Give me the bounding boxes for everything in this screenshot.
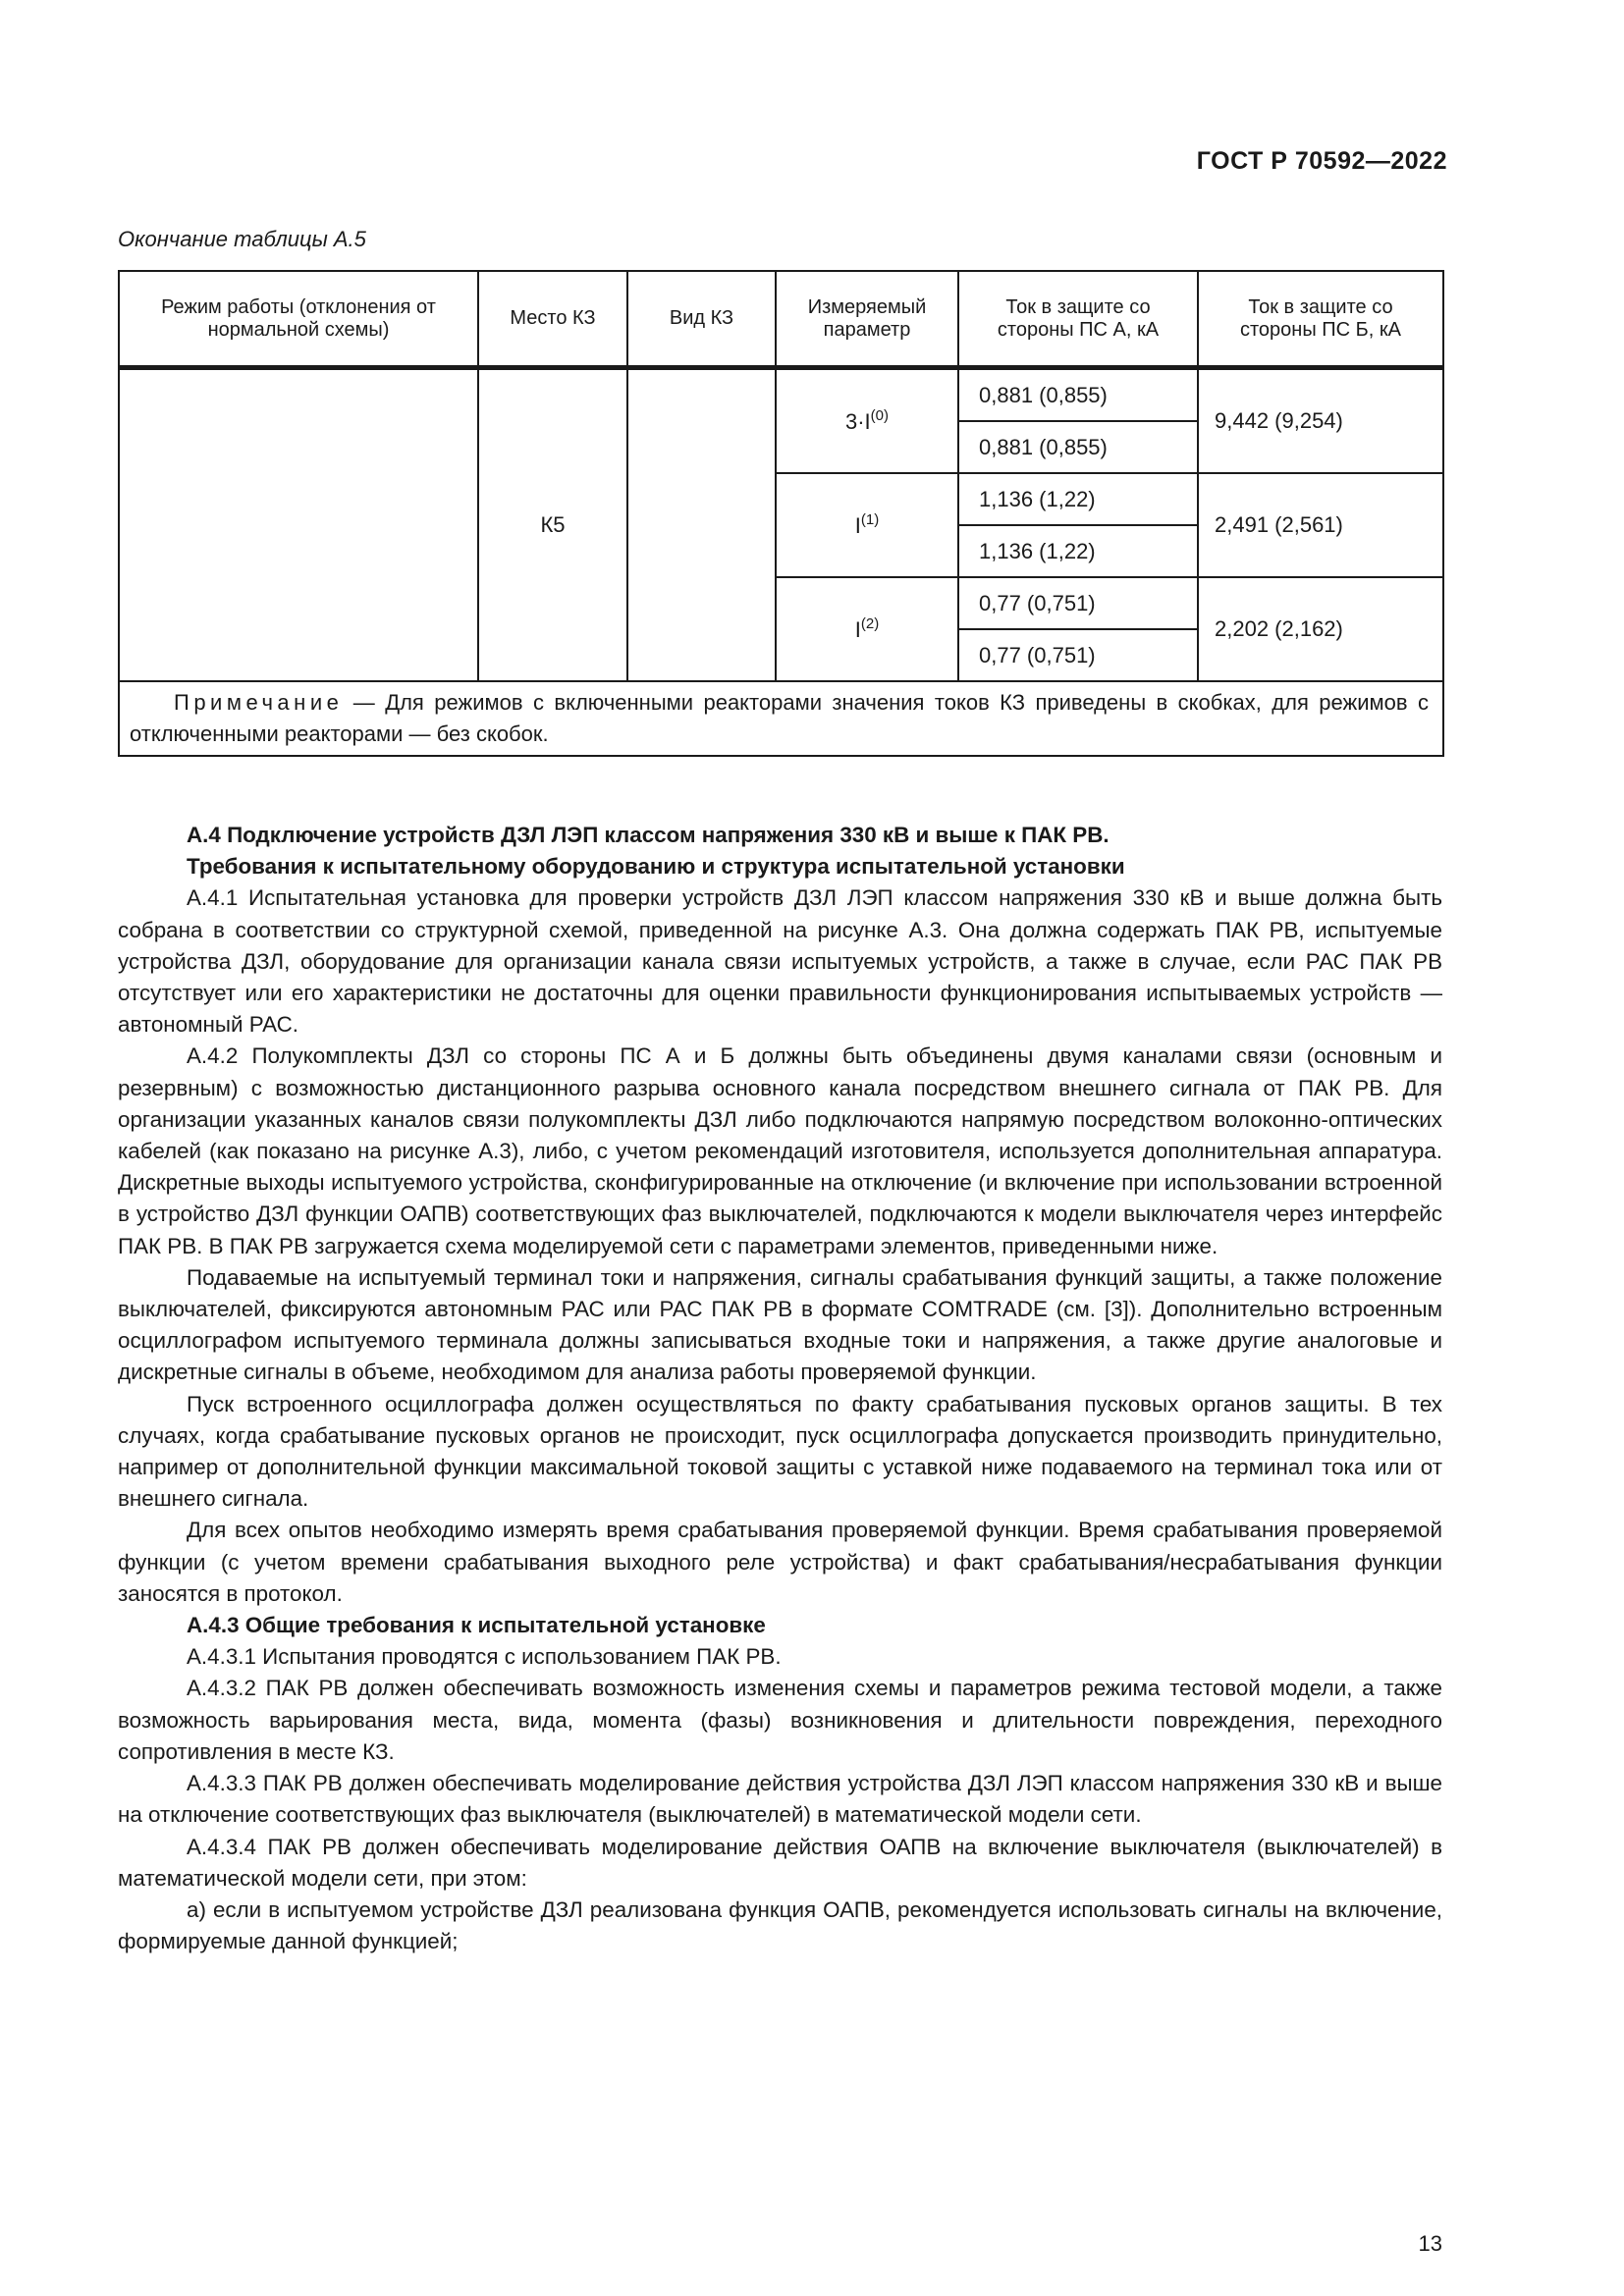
current-a-cell: 0,77 (0,751) — [958, 629, 1198, 681]
column-header-current-b: Ток в защите со стороны ПС Б, кА — [1198, 271, 1443, 368]
current-b-cell: 9,442 (9,254) — [1198, 368, 1443, 474]
param-base: I — [854, 617, 861, 642]
paragraph: Пуск встроенного осциллографа должен осуществляться по факту срабатывания пусковых органов защиты. В тех случаях, когда срабатывание пусковых органов не происходит, пуск осциллографа допускается производить принудительно, например от дополнительной функции максимальной токовой защиты с уставкой ниже подаваемого на терминал тока или от внешнего сигнала. — [118, 1391, 1442, 1512]
current-a-cell: 0,881 (0,855) — [958, 421, 1198, 473]
param-sup: (0) — [870, 407, 890, 424]
subsection-heading: А.4.3 Общие требования к испытательной установке — [187, 1613, 766, 1638]
paragraph: А.4.3.3 ПАК РВ должен обеспечивать моделирование действия устройства ДЗЛ ЛЭП классом напряжения 330 кВ и выше на отключение соответствующих фаз выключателя (выключателей) в математической модели сети. — [118, 1771, 1442, 1828]
paragraph: А.4.3.2 ПАК РВ должен обеспечивать возможность изменения схемы и параметров режима тестовой модели, а также возможность варьирования места, вида, момента (фазы) возникновения и длительности повреждения, переходного сопротивления в месте КЗ. — [118, 1676, 1442, 1764]
param-base: I — [854, 513, 861, 538]
column-header-place: Место КЗ — [478, 271, 627, 368]
column-header-current-a: Ток в защите со стороны ПС А, кА — [958, 271, 1198, 368]
paragraph: А.4.3.4 ПАК РВ должен обеспечивать моделирование действия ОАПВ на включение выключателя (выключателей) в математической модели сети, при этом: — [118, 1834, 1442, 1891]
column-header-type: Вид КЗ — [627, 271, 776, 368]
current-a-cell: 1,136 (1,22) — [958, 473, 1198, 525]
current-b-cell: 2,202 (2,162) — [1198, 577, 1443, 681]
paragraph: а) если в испытуемом устройстве ДЗЛ реализована функция ОАПВ, рекомендуется использовать сигналы на включение, формируемые данной функцией; — [118, 1896, 1442, 1954]
param-cell — [776, 368, 958, 474]
paragraph: Подаваемые на испытуемый терминал токи и напряжения, сигналы срабатывания функций защиты, а также положение выключателей, фиксируются автономным РАС или РАС ПАК РВ в формате COMTRADE (см. [3]). Дополнительно встроенным осциллографом испытуемого терминала должны записываться входные токи и напряжения, а также другие аналоговые и дискретные сигналы в объеме, необходимом для анализа работы проверяемой функции. — [118, 1264, 1442, 1385]
current-a-cell: 0,881 (0,855) — [958, 368, 1198, 422]
standard-number: ГОСТ Р 70592—2022 — [1196, 147, 1447, 175]
param-cell — [776, 577, 958, 681]
paragraph: А.4.3.1 Испытания проводятся с использованием ПАК РВ. — [187, 1644, 782, 1670]
section-heading-line1: А.4 Подключение устройств ДЗЛ ЛЭП классом напряжения 330 кВ и выше к ПАК РВ. — [187, 823, 1110, 847]
type-cell — [627, 368, 776, 682]
current-a-cell: 1,136 (1,22) — [958, 525, 1198, 577]
paragraph: А.4.1 Испытательная установка для проверки устройств ДЗЛ ЛЭП классом напряжения 330 кВ и выше должна быть собрана в соответствии со структурной схемой, приведенной на рисунке А.3. Она должна содержать ПАК РВ, испытуемые устройства ДЗЛ, оборудование для организации канала связи испытуемых устройств, а также в случае, если РАС ПАК РВ отсутствует или его характеристики не достаточны для оценки правильности функционирования испытываемых устройств — автономный РАС. — [118, 885, 1442, 1038]
note-label: Примечание — [174, 690, 344, 715]
current-table — [118, 270, 1444, 757]
section-body — [118, 820, 1442, 1957]
page-number: 13 — [1418, 2231, 1442, 2256]
table-caption: Окончание таблицы А.5 — [118, 227, 366, 251]
current-a-cell: 0,77 (0,751) — [958, 577, 1198, 629]
table-note — [119, 681, 1443, 756]
paragraph: Для всех опытов необходимо измерять время срабатывания проверяемой функции. Время срабатывания проверяемой функции (с учетом времени срабатывания выходного реле устройства) и факт срабатывания/несрабатывания функции заносятся в протокол. — [118, 1518, 1442, 1606]
section-heading-line2: Требования к испытательному оборудованию и структура испытательной установки — [187, 854, 1125, 880]
table-row — [119, 368, 1443, 422]
table-note-row — [119, 681, 1443, 756]
place-value: К5 — [540, 512, 566, 537]
param-sup: (1) — [860, 511, 880, 528]
note-text: — Для режимов с включенными реакторами значения токов КЗ приведены в скобках, для режимов с отключенными реакторами — без скобок. — [130, 690, 1429, 746]
column-header-mode: Режим работы (отклонения от нормальной схемы) — [119, 271, 478, 368]
current-b-cell: 2,491 (2,561) — [1198, 473, 1443, 577]
table-header-row — [119, 271, 1443, 368]
param-cell — [776, 473, 958, 577]
param-base: 3·I — [844, 409, 871, 434]
place-cell — [478, 368, 627, 682]
column-header-param: Измеряемый параметр — [776, 271, 958, 368]
mode-cell — [119, 368, 478, 682]
param-sup: (2) — [860, 615, 880, 632]
paragraph: А.4.2 Полукомплекты ДЗЛ со стороны ПС А и Б должны быть объединены двумя каналами связи (основным и резервным) с возможностью дистанционного разрыва основного канала посредством внешнего сигнала от ПАК РВ. Для организации указанных каналов связи полукомплекты ДЗЛ либо подключаются напрямую посредством волоконно-оптических кабелей (как показано на рисунке А.3), либо, с учетом рекомендаций изготовителя, используется дополнительная аппаратура. Дискретные выходы испытуемого устройства, сконфигурированные на отключение (и включение при использовании встроенной в устройство ДЗЛ функции ОАПВ) соответствующих фаз выключателей, подключаются к модели выключателя через интерфейс ПАК РВ. В ПАК РВ загружается схема моделируемой сети с параметрами элементов, приведенными ниже. — [118, 1043, 1442, 1258]
